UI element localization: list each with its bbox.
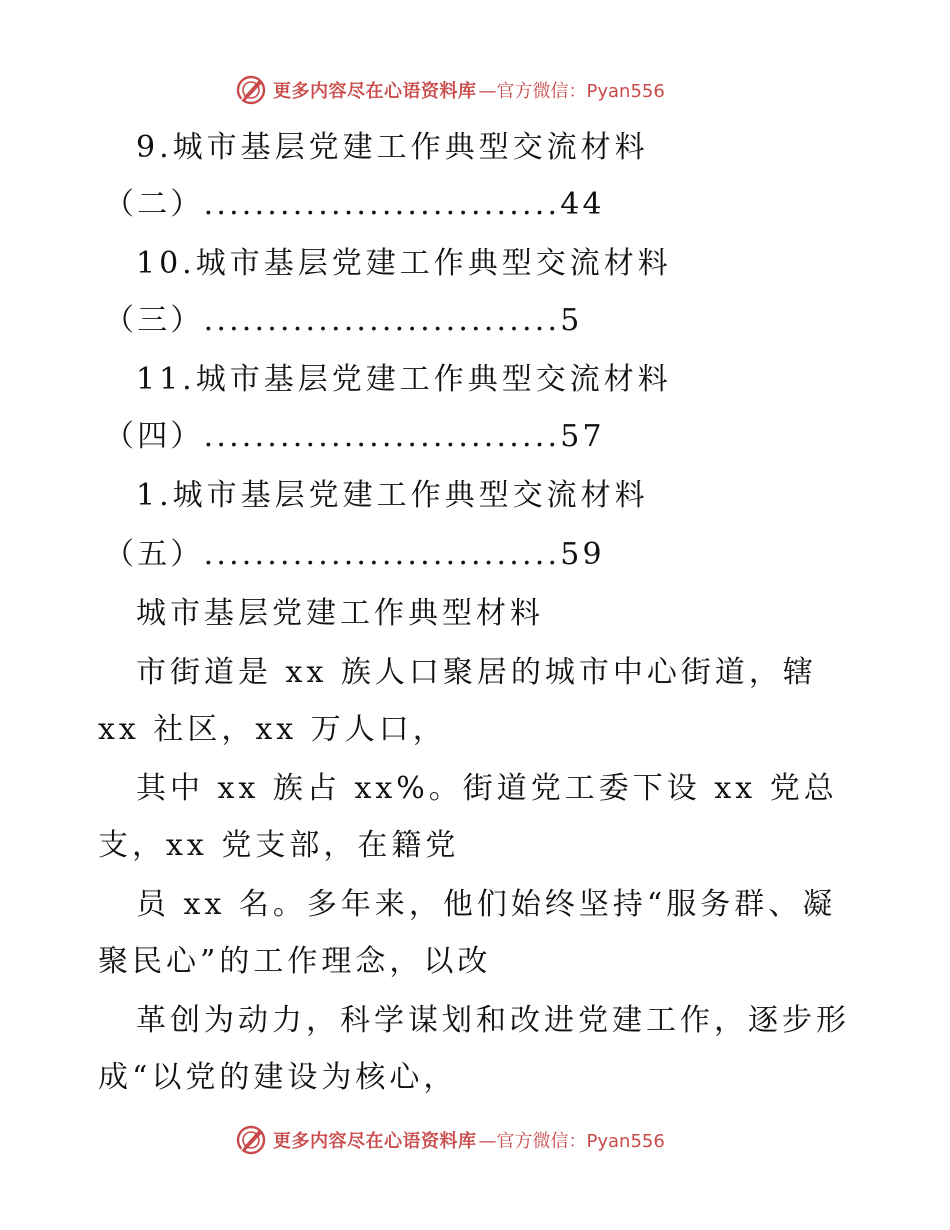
- body-text-line: 市街道是 xx 族人口聚居的城市中心街道，辖: [136, 655, 817, 690]
- header-wechat-text: —官方微信：Pyan556: [478, 81, 665, 102]
- body-text-line: 其中 xx 族占 xx%。街道党工委下设 xx 党总: [136, 771, 838, 806]
- quill-pen-logo-icon: [235, 1124, 267, 1156]
- footer-brand-text: 更多内容尽在心语资料库: [273, 1131, 477, 1152]
- quill-pen-logo-icon: [235, 74, 267, 106]
- toc-entry-title: 11.城市基层党建工作典型交流材料: [136, 362, 672, 397]
- header-watermark: [235, 72, 715, 108]
- section-heading: 城市基层党建工作典型材料: [136, 596, 544, 631]
- toc-entry-page-leader: （五）............................59: [104, 537, 605, 572]
- toc-entry-title: 9.城市基层党建工作典型交流材料: [136, 130, 649, 165]
- header-brand-text: 更多内容尽在心语资料库: [273, 81, 477, 102]
- toc-entry-page-leader: （三）............................5: [104, 303, 583, 338]
- footer-wechat-text: —官方微信：Pyan556: [478, 1131, 665, 1152]
- footer-watermark: [235, 1122, 715, 1158]
- body-text-line: 成“以党的建设为核心，: [98, 1060, 458, 1095]
- body-text-line: 支，xx 党支部，在籍党: [98, 828, 460, 863]
- toc-entry-page-leader: （二）............................44: [104, 187, 605, 222]
- toc-entry-title: 10.城市基层党建工作典型交流材料: [136, 246, 672, 281]
- body-text-line: xx 社区，xx 万人口，: [98, 712, 447, 747]
- body-text-line: 革创为动力，科学谋划和改进党建工作，逐步形: [136, 1003, 850, 1038]
- toc-entry-title: 1.城市基层党建工作典型交流材料: [136, 478, 649, 513]
- body-text-line: 聚民心”的工作理念，以改: [98, 944, 492, 979]
- body-text-line: 员 xx 名。多年来，他们始终坚持“服务群、凝: [136, 887, 837, 922]
- toc-entry-page-leader: （四）............................57: [104, 419, 605, 454]
